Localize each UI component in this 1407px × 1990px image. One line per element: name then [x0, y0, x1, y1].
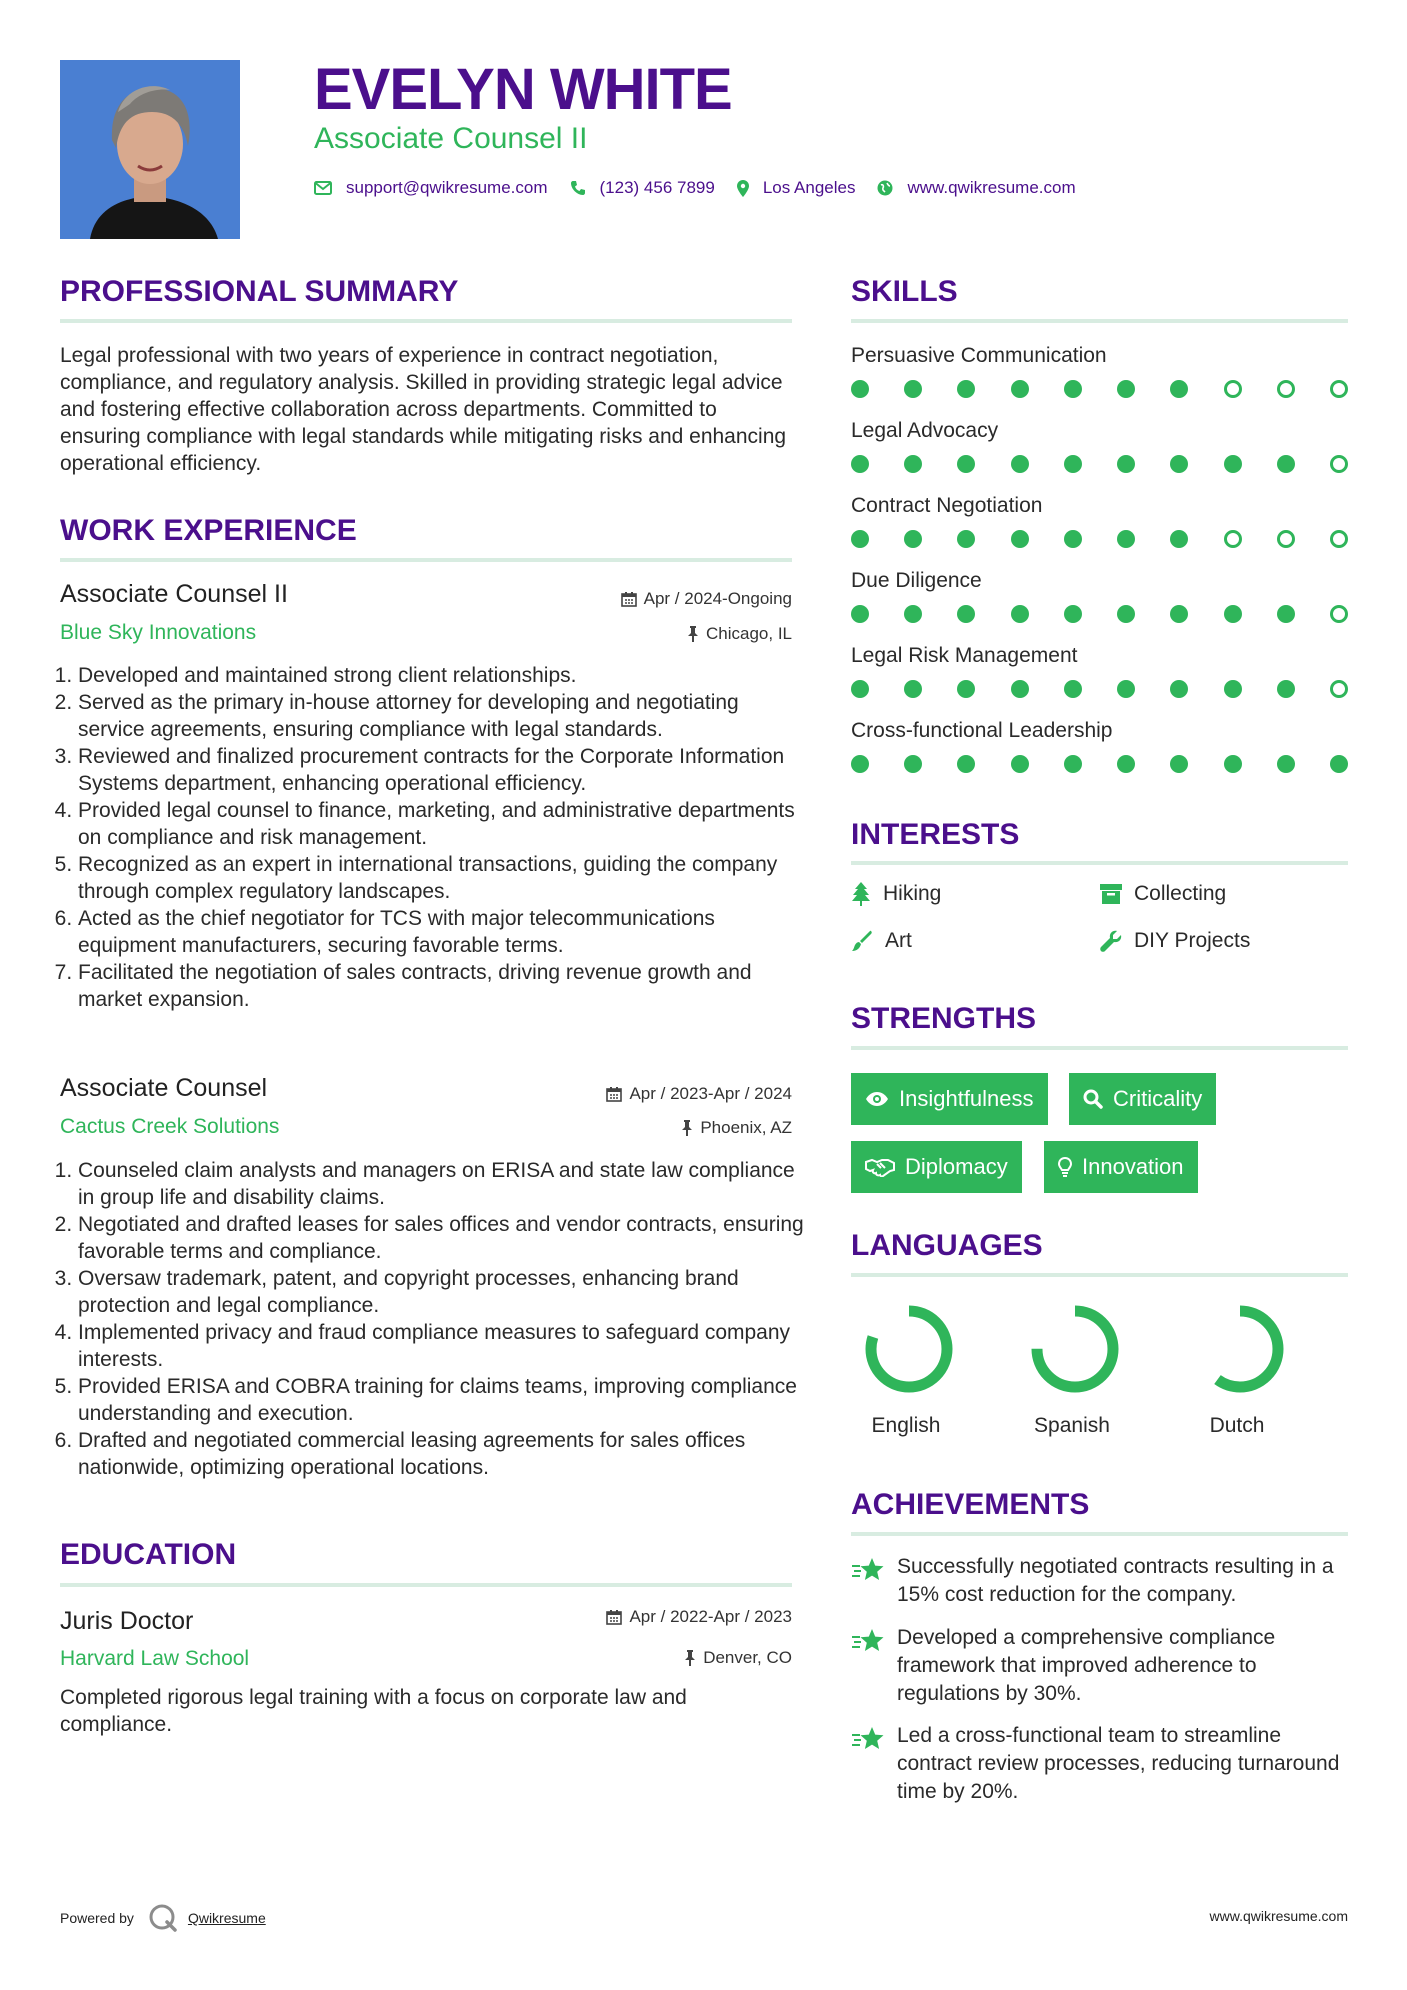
job-title: Associate Counsel II: [60, 580, 288, 608]
skill-rating: [851, 755, 1348, 773]
rating-dot-filled: [957, 530, 975, 548]
rating-dot-filled: [1117, 680, 1135, 698]
pushpin-icon: [681, 1120, 693, 1136]
interest-item-collecting: [1100, 882, 1226, 906]
list-item: 2. Negotiated and drafted leases for sales offices and vendor contracts, ensuring favorable terms and compliance.: [78, 1211, 810, 1265]
interest-item-hiking: [851, 882, 941, 906]
work-heading: WORK EXPERIENCE: [60, 514, 357, 547]
language-label: Spanish: [1034, 1414, 1110, 1437]
strength-tag-criticality: [1069, 1073, 1216, 1125]
rating-dot-filled: [851, 680, 869, 698]
rating-dot-filled: [1224, 755, 1242, 773]
rating-dot-filled: [1277, 605, 1295, 623]
job-dates: [532, 1084, 792, 1104]
contact-website[interactable]: [877, 178, 1075, 198]
list-item: 6. Acted as the chief negotiator for TCS with major telecommunications equipment manufacturers, securing favorable terms.: [78, 905, 810, 959]
footer-website[interactable]: www.qwikresume.com: [1209, 1908, 1348, 1924]
contact-location-text: Los Angeles: [762, 178, 856, 197]
job-company: Cactus Creek Solutions: [60, 1115, 280, 1138]
globe-icon: [877, 180, 893, 196]
list-item: 3. Reviewed and finalized procurement contracts for the Corporate Information Systems department, enhancing operational efficiency.: [78, 743, 810, 797]
language-ring: [1182, 1303, 1302, 1403]
achievement-item: [851, 1624, 1348, 1708]
interest-label: DIY Projects: [1134, 929, 1251, 952]
job-title: Associate Counsel: [60, 1074, 268, 1102]
education-text: Completed rigorous legal training with a focus on corporate law and compliance.: [60, 1686, 687, 1736]
rating-dot-filled: [1064, 455, 1082, 473]
interest-item-diy: [1100, 929, 1250, 953]
interests-rule: [851, 861, 1348, 865]
strength-label: Diplomacy: [905, 1154, 1008, 1179]
rating-dot-filled: [851, 380, 869, 398]
languages-heading: LANGUAGES: [851, 1229, 1043, 1262]
education-rule: [60, 1583, 792, 1587]
skill-name: Legal Advocacy: [851, 419, 999, 442]
contact-email-text: support@qwikresume.com: [346, 178, 548, 197]
strength-tag-insightfulness: [851, 1073, 1048, 1125]
list-item: 1. Developed and maintained strong client relationships.: [78, 662, 810, 689]
list-item: 3. Oversaw trademark, patent, and copyright processes, enhancing brand protection and legal compliance.: [78, 1265, 810, 1319]
qwikresume-logo-icon: [148, 1903, 178, 1933]
star-icon: [851, 1628, 885, 1654]
calendar-icon: [621, 591, 637, 607]
rating-dot-empty: [1330, 455, 1348, 473]
rating-dot-filled: [1170, 530, 1188, 548]
strength-tag-diplomacy: [851, 1141, 1022, 1193]
calendar-icon: [606, 1086, 622, 1102]
rating-dot-filled: [904, 455, 922, 473]
rating-dot-empty: [1330, 380, 1348, 398]
interest-label: Collecting: [1134, 882, 1227, 905]
rating-dot-filled: [1224, 605, 1242, 623]
contact-phone-text: (123) 456 7899: [599, 178, 715, 197]
rating-dot-filled: [1011, 755, 1029, 773]
rating-dot-filled: [1064, 530, 1082, 548]
archive-icon: [1100, 884, 1122, 904]
rating-dot-filled: [1064, 680, 1082, 698]
summary-heading: PROFESSIONAL SUMMARY: [60, 275, 459, 308]
skill-name: Legal Risk Management: [851, 644, 1078, 667]
tree-icon: [851, 882, 871, 906]
map-marker-icon: [737, 180, 749, 197]
rating-dot-filled: [957, 455, 975, 473]
rating-dot-filled: [851, 755, 869, 773]
list-item: 2. Served as the primary in-house attorney for developing and negotiating service agreements, ensuring compliance with legal standards.: [78, 689, 810, 743]
rating-dot-filled: [1011, 680, 1029, 698]
search-icon: [1083, 1089, 1103, 1109]
powered-by-text: Powered by: [60, 1910, 134, 1926]
education-heading: EDUCATION: [60, 1538, 237, 1571]
job-location-text: Chicago, IL: [706, 624, 792, 643]
contact-location: [737, 178, 856, 198]
rating-dot-filled: [904, 755, 922, 773]
pushpin-icon: [684, 1650, 696, 1666]
rating-dot-filled: [1011, 530, 1029, 548]
education-location-text: Denver, CO: [703, 1648, 792, 1667]
language-ring: [851, 1303, 971, 1403]
rating-dot-filled: [1224, 680, 1242, 698]
rating-dot-filled: [1277, 680, 1295, 698]
contact-email[interactable]: [314, 178, 548, 198]
rating-dot-empty: [1330, 680, 1348, 698]
achievements-heading: ACHIEVEMENTS: [851, 1488, 1090, 1521]
work-rule: [60, 558, 792, 562]
summary-rule: [60, 319, 792, 323]
skill-name: Contract Negotiation: [851, 494, 1043, 517]
skill-rating: [851, 680, 1348, 698]
rating-dot-filled: [1117, 530, 1135, 548]
job-location: [532, 1118, 792, 1138]
pushpin-icon: [687, 626, 699, 642]
job-location: [532, 624, 792, 644]
rating-dot-empty: [1330, 530, 1348, 548]
candidate-title: Associate Counsel II: [314, 122, 588, 155]
rating-dot-filled: [1011, 605, 1029, 623]
profile-photo: [60, 60, 240, 239]
job-dates-text: Apr / 2023-Apr / 2024: [629, 1084, 792, 1103]
interest-label: Hiking: [883, 882, 942, 905]
skill-name: Persuasive Communication: [851, 344, 1107, 367]
language-label: English: [871, 1414, 941, 1437]
strengths-rule: [851, 1046, 1348, 1050]
job-company: Blue Sky Innovations: [60, 621, 257, 644]
brush-icon: [851, 930, 873, 952]
achievement-text: Successfully negotiated contracts resulting in a 15% cost reduction for the company.: [897, 1555, 1334, 1606]
language-level-arc: [871, 1311, 947, 1387]
list-item: 5. Recognized as an expert in international transactions, guiding the company through complex regulatory landscapes.: [78, 851, 810, 905]
skill-name: Cross-functional Leadership: [851, 719, 1113, 742]
rating-dot-filled: [904, 605, 922, 623]
summary-text: Legal professional with two years of experience in contract negotiation, compliance, and regulatory analysis. Skilled in providing strategic legal advice and fostering effective collaboration across departments. Committed to ensuring compliance with legal standards while mitigating risks and enhancing operational efficiency.: [60, 344, 787, 475]
achievement-item: [851, 1553, 1348, 1609]
achievement-text: Led a cross-functional team to streamline contract review processes, reducing turnaround time by 20%.: [897, 1724, 1340, 1803]
skill-rating: [851, 380, 1348, 398]
skills-heading: SKILLS: [851, 275, 958, 308]
language-ring: [1017, 1303, 1137, 1403]
rating-dot-filled: [851, 530, 869, 548]
language-level-arc: [1202, 1311, 1278, 1387]
skill-rating: [851, 605, 1348, 623]
languages-rule: [851, 1273, 1348, 1277]
strength-tag-innovation: [1044, 1141, 1198, 1193]
rating-dot-filled: [1277, 755, 1295, 773]
rating-dot-filled: [1117, 455, 1135, 473]
interest-label: Art: [885, 929, 912, 952]
rating-dot-filled: [1277, 455, 1295, 473]
rating-dot-filled: [1170, 605, 1188, 623]
list-item: 7. Facilitated the negotiation of sales contracts, driving revenue growth and market expansion.: [78, 959, 810, 1013]
skill-name: Due Diligence: [851, 569, 982, 592]
rating-dot-filled: [957, 605, 975, 623]
rating-dot-filled: [1117, 605, 1135, 623]
star-icon: [851, 1557, 885, 1583]
qwikresume-link[interactable]: Qwikresume: [187, 1910, 266, 1926]
rating-dot-empty: [1224, 380, 1242, 398]
education-dates: [532, 1607, 792, 1627]
rating-dot-filled: [1170, 755, 1188, 773]
list-item: 5. Provided ERISA and COBRA training for claims teams, improving compliance understanding and execution.: [78, 1373, 810, 1427]
skills-rule: [851, 319, 1348, 323]
rating-dot-filled: [1064, 605, 1082, 623]
achievement-text: Developed a comprehensive compliance framework that improved adherence to regulations by 30%.: [897, 1626, 1276, 1705]
list-item: 6. Drafted and negotiated commercial leasing agreements for sales offices nationwide, optimizing operational locations.: [78, 1427, 810, 1481]
rating-dot-filled: [1064, 755, 1082, 773]
rating-dot-filled: [1170, 680, 1188, 698]
star-icon: [851, 1726, 885, 1752]
handshake-icon: [865, 1157, 895, 1177]
rating-dot-filled: [851, 605, 869, 623]
school-name: Harvard Law School: [60, 1647, 250, 1670]
rating-dot-filled: [957, 680, 975, 698]
rating-dot-empty: [1330, 605, 1348, 623]
contact-phone[interactable]: [570, 178, 715, 198]
envelope-icon: [314, 181, 332, 195]
job-dates-text: Apr / 2024-Ongoing: [643, 589, 792, 608]
list-item: 1. Counseled claim analysts and managers on ERISA and state law compliance in group life and disability claims.: [78, 1157, 810, 1211]
footer-powered: [60, 1903, 266, 1933]
job-location-text: Phoenix, AZ: [700, 1118, 792, 1137]
skill-rating: [851, 530, 1348, 548]
rating-dot-filled: [1117, 380, 1135, 398]
list-item: 4. Implemented privacy and fraud compliance measures to safeguard company interests.: [78, 1319, 810, 1373]
rating-dot-filled: [1011, 380, 1029, 398]
rating-dot-empty: [1277, 380, 1295, 398]
interest-item-art: [851, 929, 912, 953]
strength-label: Criticality: [1113, 1086, 1203, 1111]
language-level-arc: [1037, 1311, 1113, 1387]
skill-rating: [851, 455, 1348, 473]
wrench-icon: [1100, 930, 1122, 952]
education-dates-text: Apr / 2022-Apr / 2023: [629, 1607, 792, 1626]
contact-website-text: www.qwikresume.com: [907, 178, 1076, 197]
rating-dot-filled: [1011, 455, 1029, 473]
rating-dot-filled: [1117, 755, 1135, 773]
rating-dot-filled: [904, 380, 922, 398]
rating-dot-filled: [1170, 380, 1188, 398]
lightbulb-icon: [1058, 1157, 1072, 1177]
strength-label: Insightfulness: [899, 1086, 1034, 1111]
rating-dot-filled: [904, 530, 922, 548]
rating-dot-filled: [851, 455, 869, 473]
job-duties-list: [60, 1157, 810, 1481]
rating-dot-empty: [1224, 530, 1242, 548]
language-label: Dutch: [1209, 1414, 1265, 1437]
contact-bar: [314, 178, 1098, 198]
job-dates: [532, 589, 792, 609]
rating-dot-filled: [957, 380, 975, 398]
job-duties-list: [60, 662, 810, 1013]
achievements-rule: [851, 1532, 1348, 1536]
rating-dot-filled: [1224, 455, 1242, 473]
interests-heading: INTERESTS: [851, 818, 1020, 851]
rating-dot-filled: [1330, 755, 1348, 773]
rating-dot-filled: [904, 680, 922, 698]
calendar-icon: [606, 1609, 622, 1625]
rating-dot-filled: [1064, 380, 1082, 398]
degree-title: Juris Doctor: [60, 1607, 194, 1635]
strength-label: Innovation: [1082, 1154, 1184, 1179]
candidate-name: EVELYN WHITE: [314, 57, 732, 122]
eye-icon: [865, 1091, 889, 1107]
achievement-item: [851, 1722, 1348, 1806]
rating-dot-filled: [957, 755, 975, 773]
strengths-heading: STRENGTHS: [851, 1002, 1037, 1035]
rating-dot-filled: [1170, 455, 1188, 473]
education-location: [532, 1648, 792, 1668]
list-item: 4. Provided legal counsel to finance, marketing, and administrative departments on compliance and risk management.: [78, 797, 810, 851]
rating-dot-empty: [1277, 530, 1295, 548]
phone-icon: [570, 180, 586, 196]
